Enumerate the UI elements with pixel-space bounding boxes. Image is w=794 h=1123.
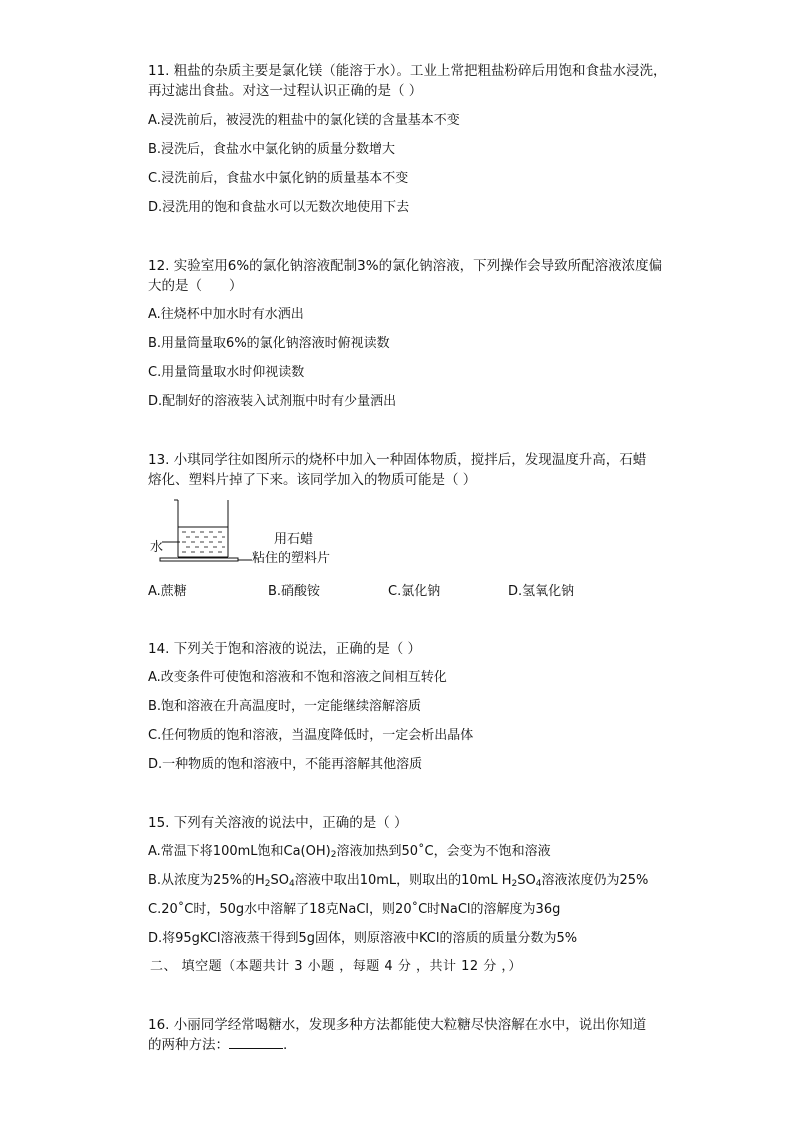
q12-title-line2: 大的是（ ） bbox=[148, 278, 243, 294]
q12-title-line1: 12. 实验室用6%的氯化钠溶液配制3%的氯化钠溶液，下列操作会导致所配溶液浓度偏 bbox=[148, 258, 663, 274]
q13-title-line2: 熔化、塑料片掉了下来。该同学加入的物质可能是（ ） bbox=[148, 472, 477, 488]
q15-b-p3: 溶液中取出10mL，则取出的10mL H bbox=[294, 873, 512, 888]
q11-title-line1: 11. 粗盐的杂质主要是氯化镁（能溶于水）。工业上常把粗盐粉碎后用饱和食盐水浸洗， bbox=[148, 63, 667, 79]
q16-title-line2 bbox=[148, 1036, 287, 1054]
q15-a-part2: 溶液加热到50˚C，会变为不饱和溶液 bbox=[336, 844, 551, 859]
q15-a-sub: 2 bbox=[330, 850, 337, 860]
q12-option-c: C.用量筒量取水时仰视读数 bbox=[148, 365, 305, 380]
q15-a-part1: A.常温下将100mL饱和Ca(OH) bbox=[148, 844, 331, 859]
q16-answer-blank[interactable] bbox=[229, 1036, 283, 1049]
beaker-figure bbox=[146, 496, 346, 566]
q15-b-p4: SO bbox=[517, 873, 536, 888]
q14-option-a: A.改变条件可使饱和溶液和不饱和溶液之间相互转化 bbox=[148, 670, 447, 685]
water-label: 水 bbox=[150, 540, 164, 555]
q15-option-c: C.20˚C时，50g水中溶解了18克NaCl，则20˚C时NaCl的溶解度为36g bbox=[148, 902, 561, 917]
q13-option-c: C.氯化钠 bbox=[388, 584, 441, 599]
q14-option-d: D.一种物质的饱和溶液中，不能再溶解其他溶质 bbox=[148, 757, 423, 772]
q12-option-b: B.用量筒量取6%的氯化钠溶液时俯视读数 bbox=[148, 336, 390, 351]
plastic-label-line2: 粘住的塑料片 bbox=[252, 551, 331, 566]
q12-option-d: D.配制好的溶液装入试剂瓶中时有少量洒出 bbox=[148, 394, 397, 409]
q15-b-s3: 2 bbox=[511, 879, 518, 889]
q15-option-b bbox=[148, 872, 648, 893]
q16-line2-end: . bbox=[283, 1037, 288, 1053]
q11-option-b: B.浸洗后，食盐水中氯化钠的质量分数增大 bbox=[148, 142, 396, 157]
q15-b-p5: 溶液浓度仍为25% bbox=[541, 873, 649, 888]
q15-option-a bbox=[148, 843, 551, 864]
q13-option-a: A.蔗糖 bbox=[148, 584, 187, 599]
q15-title: 15. 下列有关溶液的说法中，正确的是（ ） bbox=[148, 815, 408, 831]
q13-title-line1: 13. 小琪同学往如图所示的烧杯中加入一种固体物质，搅拌后，发现温度升高，石蜡 bbox=[148, 452, 647, 468]
q14-option-c: C.任何物质的饱和溶液，当温度降低时，一定会析出晶体 bbox=[148, 728, 474, 743]
q13-option-b: B.硝酸铵 bbox=[268, 584, 321, 599]
q14-option-b: B.饱和溶液在升高温度时，一定能继续溶解溶质 bbox=[148, 699, 422, 714]
q15-b-s1: 2 bbox=[264, 879, 271, 889]
q15-option-d: D.将95gKCl溶液蒸干得到5g固体，则原溶液中KCl的溶质的质量分数为5% bbox=[148, 931, 578, 946]
q14-title: 14. 下列关于饱和溶液的说法，正确的是（ ） bbox=[148, 641, 422, 657]
q11-option-d: D.浸洗用的饱和食盐水可以无数次地使用下去 bbox=[148, 200, 410, 215]
q16-line2-text: 的两种方法： bbox=[148, 1037, 229, 1053]
q15-b-s4: 4 bbox=[535, 879, 542, 889]
q11-title-line2: 再过滤出食盐。对这一过程认识正确的是（ ） bbox=[148, 83, 423, 99]
q15-b-p2: SO bbox=[270, 873, 289, 888]
q11-option-a: A.浸洗前后，被浸洗的粗盐中的氯化镁的含量基本不变 bbox=[148, 113, 460, 128]
section2-title: 二、 填空题（本题共计 3 小题 ，每题 4 分 ，共计 12 分 ，） bbox=[150, 959, 522, 974]
q15-b-s2: 4 bbox=[288, 879, 295, 889]
q16-title-line1: 16. 小丽同学经常喝糖水，发现多种方法都能使大粒糖尽快溶解在水中，说出你知道 bbox=[148, 1017, 647, 1033]
plastic-label-line1: 用石蜡 bbox=[274, 532, 314, 547]
q12-option-a: A.往烧杯中加水时有水洒出 bbox=[148, 307, 304, 322]
q13-option-d: D.氢氧化钠 bbox=[508, 584, 575, 599]
q11-option-c: C.浸洗前后，食盐水中氯化钠的质量基本不变 bbox=[148, 171, 409, 186]
q15-b-p1: B.从浓度为25%的H bbox=[148, 873, 265, 888]
